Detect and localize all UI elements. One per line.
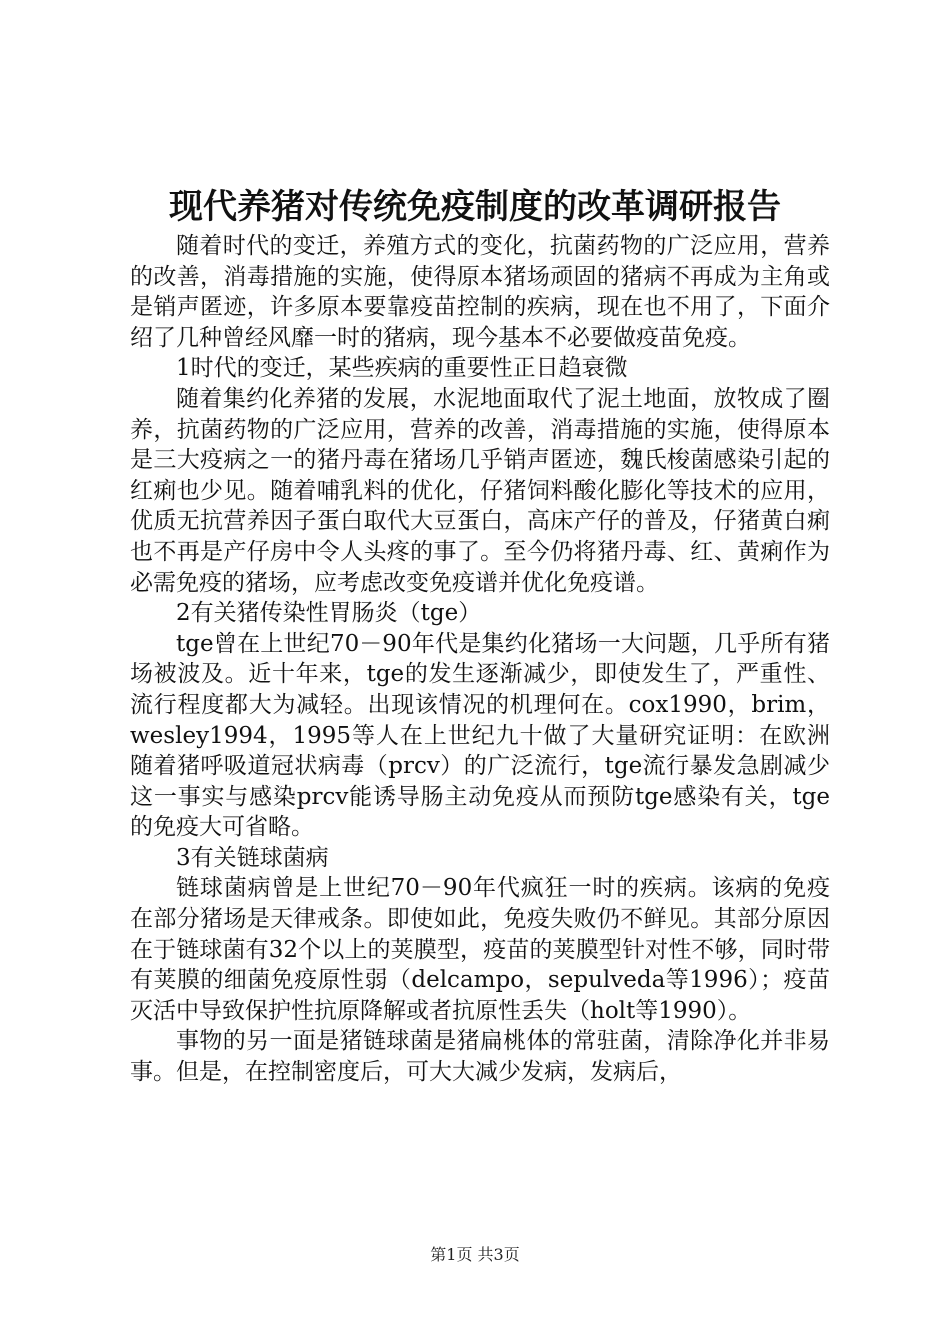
page-number-footer: 第1页 共3页 — [430, 1245, 520, 1264]
paragraph-section-2: tge曾在上世纪70－90年代是集约化猪场一大问题，几乎所有猪场被波及。近十年来，tge的发生逐渐减少，即使发生了，严重性、流行程度都大为减轻。出现该情况的机理何在。cox1990，brim，wesley1994，1995等人在上世纪九十做了大量研究证明：在欧洲随着猪呼吸道冠状病毒（prcv）的广泛流行，tge流行暴发急剧减少这一事实与感染prcv能诱导肠主动免疫从而预防tge感染有关，tge的免疫大可省略。 — [130, 630, 830, 841]
paragraph-section-1: 随着集约化养猪的发展，水泥地面取代了泥土地面，放牧成了圈养，抗菌药物的广泛应用，营养的改善，消毒措施的实施，使得原本是三大疫病之一的猪丹毒在猪场几乎销声匿迹，魏氏梭菌感染引起的红痢也少见。随着哺乳料的优化，仔猪饲料酸化膨化等技术的应用，优质无抗营养因子蛋白取代大豆蛋白，高床产仔的普及，仔猪黄白痢也不再是产仔房中令人头疼的事了。至今仍将猪丹毒、红、黄痢作为必需免疫的猪场，应考虑改变免疫谱并优化免疫谱。 — [130, 385, 830, 596]
document-title: 现代养猪对传统免疫制度的改革调研报告 — [169, 187, 781, 227]
document-body — [130, 231, 830, 1088]
paragraph-section-3-continued: 事物的另一面是猪链球菌是猪扁桃体的常驻菌，清除净化并非易事。但是，在控制密度后，可大大减少发病，发病后， — [130, 1028, 830, 1086]
paragraph-intro: 随着时代的变迁，养殖方式的变化，抗菌药物的广泛应用，营养的改善，消毒措施的实施，使得原本猪场顽固的猪病不再成为主角或是销声匿迹，许多原本要靠疫苗控制的疾病，现在也不用了，下面介绍了几种曾经风靡一时的猪病，现今基本不必要做疫苗免疫。 — [130, 233, 830, 351]
section-heading-2: 2有关猪传染性胃肠炎（tge） — [176, 600, 482, 627]
section-heading-3: 3有关链球菌病 — [176, 844, 329, 871]
section-heading-1: 1时代的变迁，某些疾病的重要性正日趋衰微 — [176, 355, 628, 382]
paragraph-section-3: 链球菌病曾是上世纪70－90年代疯狂一时的疾病。该病的免疫在部分猪场是天律戒条。即使如此，免疫失败仍不鲜见。其部分原因在于链球菌有32个以上的荚膜型，疫苗的荚膜型针对性不够，同时带有荚膜的细菌免疫原性弱（delcampo，sepulveda等1996）；疫苗灭活中导致保护性抗原降解或者抗原性丢失（holt等1990）。 — [130, 875, 830, 1024]
